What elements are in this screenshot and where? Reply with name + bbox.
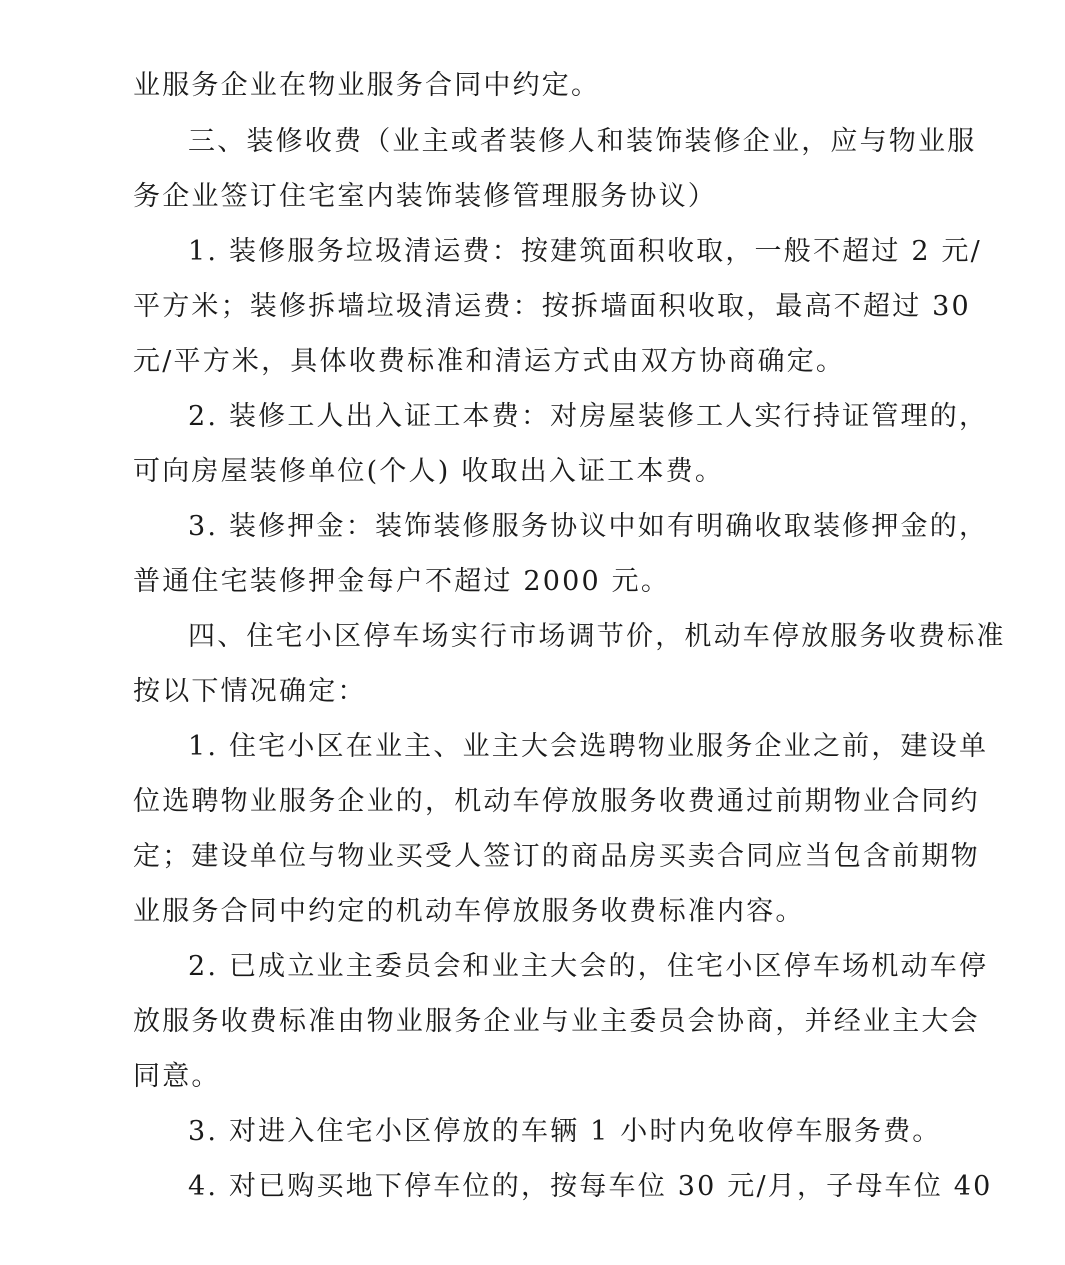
text-line-12: 按以下情况确定： (133, 676, 367, 707)
text-line-10: 普通住宅装修押金每户不超过 2000 元。 (133, 566, 671, 597)
text-line-16: 业服务合同中约定的机动车停放服务收费标准内容。 (133, 896, 805, 927)
text-line-21: 4. 对已购买地下停车位的，按每车位 30 元/月，子母车位 40 (188, 1171, 993, 1202)
text-line-9: 3. 装修押金：装饰装修服务协议中如有明确收取装修押金的， (188, 511, 989, 542)
text-line-6: 元/平方米，具体收费标准和清运方式由双方协商确定。 (133, 346, 846, 377)
text-line-14: 位选聘物业服务企业的，机动车停放服务收费通过前期物业合同约 (133, 786, 980, 817)
text-line-15: 定；建设单位与物业买受人签订的商品房买卖合同应当包含前期物 (133, 841, 980, 872)
text-line-1: 业服务企业在物业服务合同中约定。 (133, 70, 601, 101)
text-line-20: 3. 对进入住宅小区停放的车辆 1 小时内免收停车服务费。 (188, 1116, 942, 1147)
text-line-11: 四、住宅小区停车场实行市场调节价，机动车停放服务收费标准 (188, 621, 1006, 652)
text-line-19: 同意。 (133, 1061, 221, 1092)
text-line-4: 1. 装修服务垃圾清运费：按建筑面积收取，一般不超过 2 元/ (188, 236, 982, 267)
text-line-13: 1. 住宅小区在业主、业主大会选聘物业服务企业之前，建设单 (188, 731, 989, 762)
text-line-7: 2. 装修工人出入证工本费：对房屋装修工人实行持证管理的， (188, 401, 989, 432)
text-line-17: 2. 已成立业主委员会和业主大会的，住宅小区停车场机动车停 (188, 951, 989, 982)
text-line-2: 三、装修收费（业主或者装修人和装饰装修企业，应与物业服 (188, 126, 977, 157)
text-line-5: 平方米；装修拆墙垃圾清运费：按拆墙面积收取，最高不超过 30 (133, 291, 971, 322)
text-line-8: 可向房屋装修单位(个人) 收取出入证工本费。 (133, 456, 725, 487)
text-line-3: 务企业签订住宅室内装饰装修管理服务协议） (133, 181, 717, 212)
text-line-18: 放服务收费标准由物业服务企业与业主委员会协商，并经业主大会 (133, 1006, 980, 1037)
